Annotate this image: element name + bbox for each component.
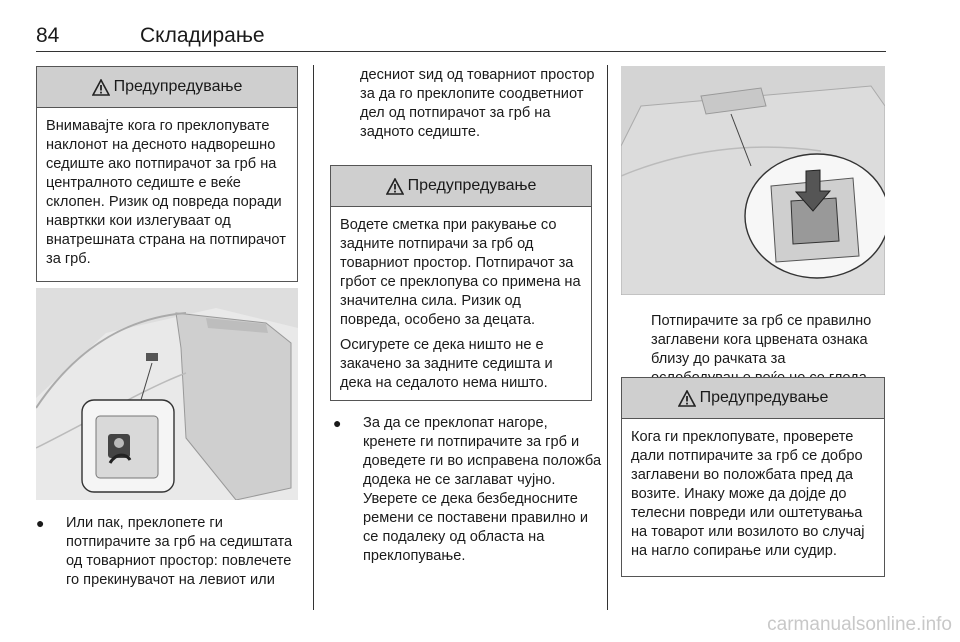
header-divider — [36, 51, 886, 52]
bullet-icon: ● — [333, 415, 342, 431]
warning-title: Предупредување — [113, 78, 243, 95]
warning-header — [331, 166, 591, 207]
warning-header — [622, 378, 884, 419]
warning-box-1 — [36, 66, 298, 282]
bullet-text: За да се преклопат нагоре, кренете ги потпирачите за грб и доведете ги во исправена положба додека не се заглават чујно. Уверете се дека безбедносните ремени се поставени правилно и се подалеку од областа на преклопување. — [363, 415, 602, 564]
page-number: 84 — [36, 24, 60, 47]
warning-box-2 — [330, 165, 592, 401]
warning-icon — [92, 79, 110, 96]
bullet-icon: ● — [36, 515, 45, 531]
seat-backrest-latch-image — [621, 66, 885, 295]
warning-text-1: Водете сметка при ракување со задните потпирачи за грб од товарниот простор. Потпирачот за грбот се преклопува со примена на значителна сила. Ризик од повреда, особено за децата. — [340, 217, 581, 328]
page-title: Складирање — [140, 24, 265, 47]
warning-text: Кога ги преклопувате, проверете дали потпирачите за грб се добро заглавени во положбата пред да возите. Инаку може да дојде до телесни повреди или оштетувања на товарот или возилото во случај на нагло сопирање или судир. — [631, 429, 865, 559]
column-divider-2 — [607, 65, 608, 610]
bullet-text: Или пак, преклопете ги потпирачите за грб на седиштата од товарниот простор: повлечете го прекинувачот на левиот или — [66, 515, 293, 588]
warning-text: Внимавајте кога го преклопувате наклонот на десното надворешно седиште ако потпирачот за грб на централното седиште е веќе склопен. Ризик од повреда поради наврткки кои излегуваат од внатрешната страна на потпирачот за грб. — [46, 118, 286, 267]
latch-caption: Потпирачите за грб се правилно заглавени кога црвената ознака близу до рачката за — [651, 313, 872, 367]
col2-intro-text: десниот ѕид од товарниот простор за да го преклопите соодветниот дел од потпирачот за грб на задното седиште. — [360, 67, 595, 140]
rear-seat-release-lever-image — [36, 288, 298, 500]
warning-text-2: Осигурете се дека ништо не е закачено за задните седишта и дека на седалото нема ништо. — [340, 337, 553, 391]
warning-title: Предупредување — [699, 389, 829, 406]
warning-header — [37, 67, 297, 108]
column-divider-1 — [313, 65, 314, 610]
watermark: carmanualsonline.info — [767, 614, 952, 635]
warning-title: Предупредување — [407, 177, 537, 194]
warning-box-3 — [621, 377, 885, 577]
rear-seat-release-figure — [36, 288, 298, 500]
seat-latch-figure — [621, 66, 885, 295]
page-header — [36, 24, 886, 54]
warning-icon — [386, 178, 404, 195]
warning-icon — [678, 390, 696, 407]
